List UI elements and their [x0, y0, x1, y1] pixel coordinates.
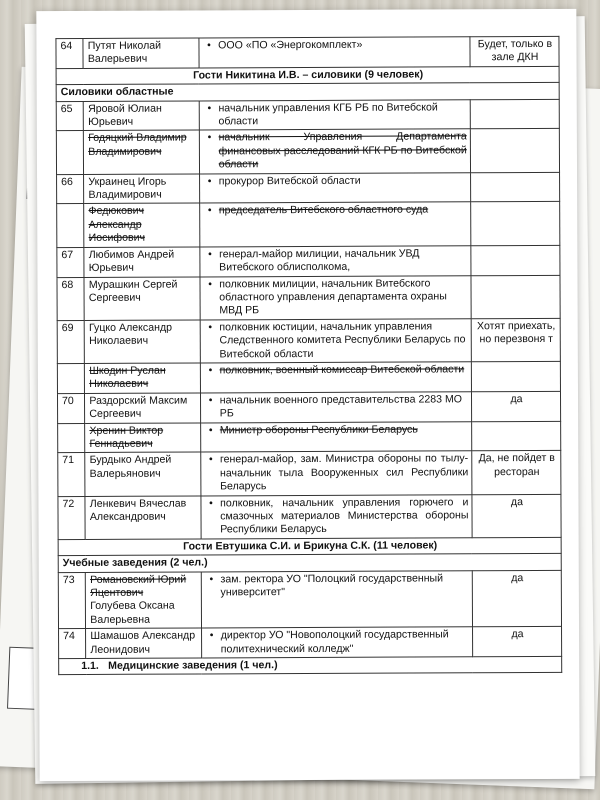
position-description: • прокурор Витебской области [199, 172, 470, 203]
person-name-struck: Федюкович Александр Иосифович [84, 203, 200, 247]
table-row [58, 494, 561, 539]
document-page [36, 9, 579, 781]
table-row [56, 36, 559, 68]
subsection-number: 1.1. [81, 659, 99, 673]
subsection-title: Медицинские заведения (1 чел.) [108, 659, 278, 672]
subsection-header [59, 656, 562, 675]
struck-row [57, 202, 560, 247]
person-name: Любимов Андрей Юрьевич [84, 247, 200, 277]
row-number: 71 [58, 453, 86, 496]
note-cell: да [472, 494, 561, 538]
position-description: • генерал-майор милиции, начальник УВД Витебского облисполкома, [200, 245, 471, 276]
person-name-struck: Годяцкий Владимир Владимирович [84, 130, 200, 174]
table-row [57, 172, 560, 204]
person-name-cell [86, 572, 202, 629]
person-name: Путят Николай Валерьевич [83, 38, 199, 68]
note-cell [470, 99, 559, 129]
position-description: • полковник милиции, начальник Витебского областного управления департамента охраны МВД РБ [200, 275, 471, 319]
note-cell: да [472, 570, 561, 627]
row-number: 70 [57, 393, 84, 423]
row-number: 65 [56, 101, 83, 131]
note-cell [471, 245, 560, 275]
subsection-title-cell [59, 656, 562, 675]
row-number: 74 [59, 629, 86, 659]
person-name: Голубева Оксана Валерьевна [90, 600, 175, 626]
note-cell: Да, не пойдет в ресторан [472, 451, 561, 495]
note-cell [470, 129, 559, 173]
row-number: 69 [57, 320, 85, 363]
note-cell [471, 275, 560, 319]
note-cell: Хотят приехать, но перезвоня т [471, 318, 560, 362]
row-number: 66 [57, 174, 84, 204]
person-name: Ленкевич Вячеслав Александрович [85, 496, 201, 540]
table-row [57, 245, 560, 277]
subsection-title: Силовики областные [56, 83, 559, 102]
note-cell: да [472, 627, 561, 657]
struck-row [56, 129, 559, 174]
section-title: Гости Евтушика С.И. и Брикуна С.К. (11 человек) [58, 537, 561, 556]
person-name: Мурашкин Сергей Сергеевич [84, 276, 200, 320]
position-description: • начальник управления КГБ РБ по Витебской области [199, 99, 470, 130]
table-row [59, 627, 562, 659]
note-cell: да [471, 391, 560, 421]
position-description: • зам. ректора УО "Полоцкий государственный университет" [201, 570, 472, 628]
note-cell [471, 361, 560, 391]
row-number: 64 [56, 38, 83, 68]
row-number [57, 204, 85, 247]
struck-row [57, 361, 560, 393]
position-description-struck: • Министр обороны Республики Беларусь [200, 421, 471, 452]
table-row [58, 451, 561, 496]
struck-row [58, 421, 561, 453]
position-description: • полковник юстиции, начальник управления Следственного комитета Республики Беларусь по Витебской области [200, 319, 471, 363]
subsection-title: Учебные заведения (2 чел.) [58, 554, 561, 573]
row-number: 68 [57, 277, 85, 320]
table-row [57, 391, 560, 423]
row-number: 72 [58, 496, 86, 539]
note-cell [470, 172, 559, 202]
person-name: Гуцко Александр Николаевич [84, 320, 200, 364]
person-name-struck: Хренин Виктор Геннадьевич [85, 423, 201, 453]
position-description-struck: • полковник, военный комиссар Витебской области [200, 362, 471, 393]
table-row [58, 570, 561, 629]
position-description: • ООО «ПО «Энергокомплект» [199, 37, 470, 68]
position-description: • полковник, начальник управления горючего и смазочных материалов Министерства обороны Республики Беларусь [201, 494, 472, 538]
row-number: 67 [57, 247, 84, 277]
table-row [57, 318, 560, 363]
row-number [56, 131, 84, 174]
note-cell: Будет, только в зале ДКН [470, 36, 559, 66]
section-title: Гости Никитина И.В. – силовики (9 человек) [56, 66, 559, 85]
row-number [57, 363, 84, 393]
person-name-struck: Романовский Юрий Яцентович [90, 573, 187, 599]
table-row [56, 99, 559, 131]
person-name: Бурдыко Андрей Валерьянович [85, 452, 201, 496]
position-description: • директор УО "Новополоцкий государственный политехнический колледж" [201, 627, 472, 658]
person-name: Украинец Игорь Владимирович [84, 174, 200, 204]
position-description-struck: • председатель Витебского областного суда [199, 202, 470, 246]
note-cell [471, 202, 560, 246]
person-name-struck: Шкодин Руслан Николаевич [85, 363, 201, 393]
position-description: • начальник военного представительства 2283 МО РБ [200, 392, 471, 423]
row-number [58, 423, 85, 453]
person-name: Шамашов Александр Леонидович [86, 628, 202, 658]
position-description: • генерал-майор, зам. Министра обороны по тылу-начальник тыла Вооруженных сил Республики Беларусь [200, 451, 471, 495]
row-number: 73 [58, 572, 86, 629]
table-row [57, 275, 560, 320]
person-name: Раздорский Максим Сергеевич [85, 393, 201, 423]
guest-table [55, 36, 562, 676]
person-name: Яровой Юлиан Юрьевич [84, 101, 200, 131]
position-description-struck: • начальник Управления Департамента финансовых расследований КГК РБ по Витебской области [199, 129, 470, 173]
note-cell [472, 421, 561, 451]
